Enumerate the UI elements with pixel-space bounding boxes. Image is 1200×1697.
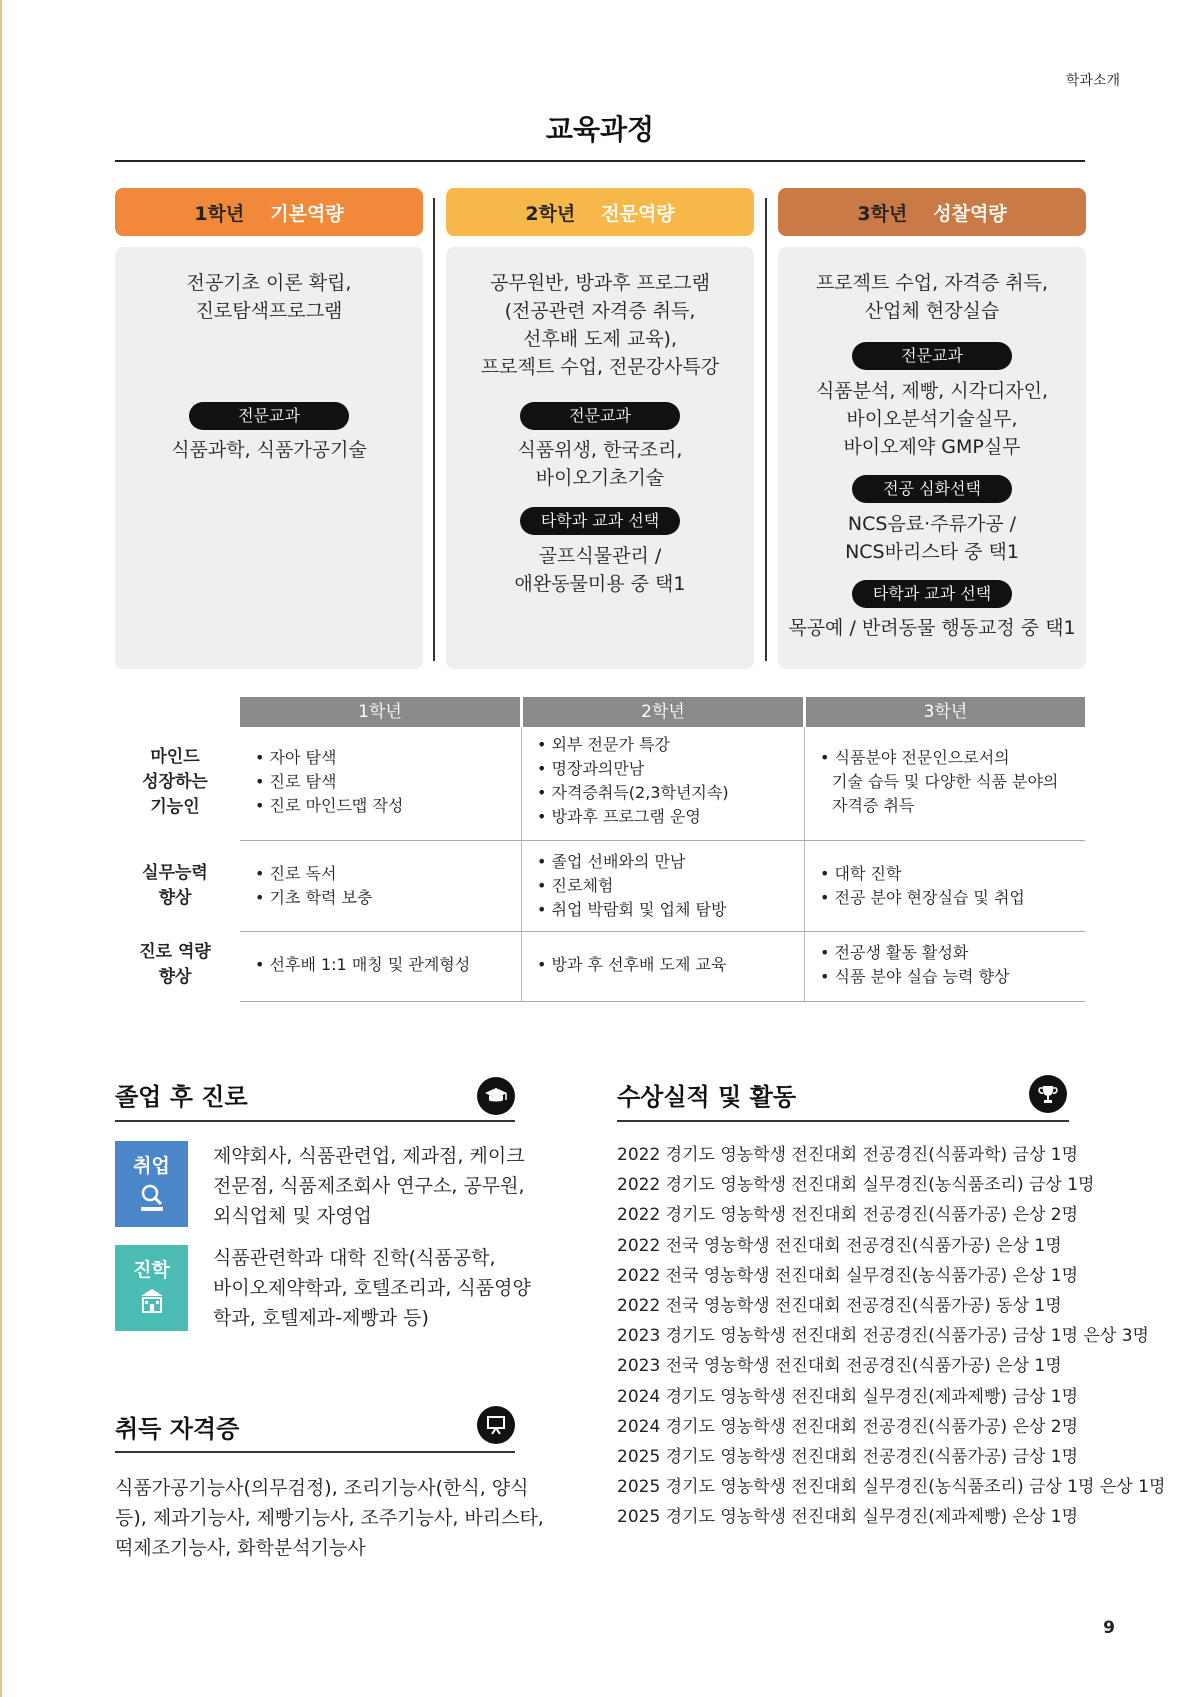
table-cell bbox=[537, 733, 729, 829]
table-cell bbox=[820, 746, 1075, 818]
table-cell bbox=[820, 862, 1025, 910]
deep-elective-pill: 전공 심화선택 bbox=[852, 475, 1012, 503]
table-cell bbox=[820, 941, 1009, 989]
table-column-header: 3학년 bbox=[806, 697, 1085, 727]
table-column-header: 1학년 bbox=[240, 697, 520, 727]
table-row-label bbox=[115, 940, 235, 990]
award-item: 2023 전국 영농학생 전진대회 전공경진(식품가공) 은상 1명 bbox=[617, 1356, 1062, 1377]
university-badge bbox=[115, 1245, 188, 1331]
title-divider bbox=[115, 160, 1085, 162]
grade-label: 3학년 bbox=[857, 202, 908, 225]
award-item: 2025 경기도 영농학생 전진대회 실무경진(농식품조리) 금상 1명 은상 1명 bbox=[617, 1477, 1166, 1498]
intro-line: 선후배 도제 교육), bbox=[522, 328, 677, 350]
card-intro bbox=[778, 269, 1086, 325]
cell-item: • 자격증취득(2,3학년지속) bbox=[537, 781, 729, 805]
text-line: 제약회사, 식품관련업, 제과점, 케이크 bbox=[213, 1145, 525, 1167]
cell-item-continued: 기술 습득 및 다양한 식품 분야의 bbox=[832, 772, 1059, 791]
award-item: 2022 경기도 영농학생 전진대회 전공경진(식품가공) 은상 2명 bbox=[617, 1205, 1079, 1226]
major-subjects bbox=[115, 436, 423, 464]
deep-elective-subjects bbox=[778, 510, 1086, 566]
major-subjects bbox=[446, 436, 754, 492]
cell-item: • 식품분야 전문인으로서의 bbox=[820, 746, 1075, 770]
grade-card-3 bbox=[778, 247, 1086, 669]
subject-line: NCS바리스타 중 택1 bbox=[845, 541, 1019, 563]
table-cell bbox=[255, 953, 470, 977]
cell-item: • 기초 학력 보충 bbox=[255, 886, 372, 910]
subject-line: 바이오제약 GMP실무 bbox=[843, 436, 1021, 458]
cell-item: • 전공생 활동 활성화 bbox=[820, 941, 1009, 965]
other-dept-subjects bbox=[778, 614, 1086, 642]
cell-item: • 명장과의만남 bbox=[537, 757, 729, 781]
intro-line: 프로젝트 수업, 전문강사특강 bbox=[480, 356, 720, 378]
intro-line: 공무원반, 방과후 프로그램 bbox=[489, 272, 710, 294]
certs-text bbox=[115, 1473, 544, 1563]
table-row-divider bbox=[240, 931, 1085, 932]
award-item: 2025 경기도 영농학생 전진대회 실무경진(제과제빵) 은상 1명 bbox=[617, 1507, 1079, 1528]
intro-line: 전공기초 이론 확립, bbox=[186, 272, 352, 294]
award-item: 2024 경기도 영농학생 전진대회 전공경진(식품가공) 은상 2명 bbox=[617, 1416, 1079, 1437]
major-subjects-pill: 전문교과 bbox=[852, 342, 1012, 370]
badge-label: 취업 bbox=[133, 1155, 170, 1177]
award-item: 2022 경기도 영농학생 전진대회 전공경진(식품과학) 금상 1명 bbox=[617, 1145, 1079, 1165]
career-section-title: 졸업 후 진로 bbox=[115, 1083, 248, 1111]
row-label-line: 기능인 bbox=[150, 797, 200, 817]
page-number: 9 bbox=[1103, 1618, 1115, 1638]
row-label-line: 향상 bbox=[158, 888, 192, 908]
row-label-line: 실무능력 bbox=[142, 863, 208, 883]
subject-line: 바이오기초기술 bbox=[535, 467, 665, 489]
subject-line: 식품과학, 식품가공기술 bbox=[171, 439, 367, 461]
award-item: 2022 전국 영농학생 전진대회 전공경진(식품가공) 동상 1명 bbox=[617, 1296, 1062, 1317]
cell-item: • 외부 전문가 특강 bbox=[537, 733, 729, 757]
subject-line: 식품분석, 제빵, 시각디자인, bbox=[815, 380, 1049, 402]
subject-line: 식품위생, 한국조리, bbox=[517, 439, 683, 461]
award-item: 2024 경기도 영농학생 전진대회 실무경진(제과제빵) 금상 1명 bbox=[617, 1386, 1079, 1407]
grade-focus: 기본역량 bbox=[270, 202, 344, 225]
subject-line: 애완동물미용 중 택1 bbox=[514, 573, 686, 595]
other-dept-subjects bbox=[446, 542, 754, 598]
employment-badge bbox=[115, 1141, 188, 1227]
card-intro bbox=[446, 269, 754, 381]
cell-item: • 방과 후 선후배 도제 교육 bbox=[537, 953, 726, 977]
table-row-label bbox=[115, 745, 235, 820]
cell-item: • 졸업 선배와의 만남 bbox=[537, 850, 726, 874]
intro-line: 산업체 현장실습 bbox=[864, 300, 1000, 322]
cell-item: • 전공 분야 현장실습 및 취업 bbox=[820, 886, 1025, 910]
search-person-icon bbox=[115, 1182, 188, 1219]
graduation-cap-icon bbox=[477, 1077, 515, 1115]
awards-section-title: 수상실적 및 활동 bbox=[617, 1083, 796, 1111]
table-cell bbox=[537, 850, 726, 922]
cell-item: • 진로체험 bbox=[537, 874, 726, 898]
text-line: 학과, 호텔제과-제빵과 등) bbox=[213, 1307, 429, 1329]
text-line: 바이오제약학과, 호텔조리과, 식품영양 bbox=[213, 1277, 531, 1299]
trophy-icon bbox=[1029, 1075, 1067, 1113]
table-cell bbox=[255, 746, 403, 818]
table-cell bbox=[255, 862, 372, 910]
grade-card-2 bbox=[446, 247, 754, 669]
certs-section-title: 취득 자격증 bbox=[115, 1415, 240, 1443]
intro-line: 진로탐색프로그램 bbox=[195, 300, 343, 322]
grade-header-3 bbox=[778, 188, 1086, 236]
cell-item: • 대학 진학 bbox=[820, 862, 1025, 886]
table-column-divider bbox=[521, 727, 522, 1002]
page-title: 교육과정 bbox=[545, 113, 655, 146]
major-subjects-pill: 전문교과 bbox=[520, 402, 680, 430]
table-column-divider bbox=[804, 727, 805, 1002]
text-line: 식품가공기능사(의무검정), 조리기능사(한식, 양식 bbox=[115, 1477, 529, 1499]
text-line: 전문점, 식품제조회사 연구소, 공무원, bbox=[213, 1175, 525, 1197]
column-divider bbox=[433, 198, 435, 661]
cell-item: • 방과후 프로그램 운영 bbox=[537, 805, 729, 829]
subject-line: 목공예 / 반려동물 행동교정 중 택1 bbox=[788, 617, 1076, 639]
column-divider bbox=[765, 198, 767, 661]
row-label-line: 마인드 bbox=[150, 747, 200, 767]
table-row-divider bbox=[240, 840, 1085, 841]
grade-label: 2학년 bbox=[525, 202, 576, 225]
table-cell bbox=[537, 953, 726, 977]
award-item: 2025 경기도 영농학생 전진대회 전공경진(식품가공) 금상 1명 bbox=[617, 1447, 1079, 1468]
award-item: 2022 전국 영농학생 전진대회 실무경진(농식품가공) 은상 1명 bbox=[617, 1265, 1079, 1286]
school-building-icon bbox=[115, 1286, 188, 1323]
grade-label: 1학년 bbox=[194, 202, 245, 225]
section-tag: 학과소개 bbox=[1065, 73, 1120, 89]
awards-list bbox=[617, 1140, 1165, 1533]
table-row-divider bbox=[240, 1001, 1085, 1002]
page-edge-rule bbox=[0, 0, 2, 1697]
table-column-header: 2학년 bbox=[523, 697, 803, 727]
table-row-label bbox=[115, 861, 235, 911]
subject-line: NCS음료·주류가공 / bbox=[847, 513, 1017, 535]
cell-item: • 선후배 1:1 매칭 및 관계형성 bbox=[255, 953, 470, 977]
major-subjects-pill: 전문교과 bbox=[189, 402, 349, 430]
certs-section-rule bbox=[115, 1451, 515, 1453]
award-item: 2022 경기도 영농학생 전진대회 실무경진(농식품조리) 금상 1명 bbox=[617, 1175, 1095, 1196]
university-text bbox=[213, 1243, 531, 1333]
grade-card-1 bbox=[115, 247, 423, 669]
cell-item: • 자아 탐색 bbox=[255, 746, 403, 770]
award-item: 2023 경기도 영농학생 전진대회 전공경진(식품가공) 금상 1명 은상 3명 bbox=[617, 1326, 1149, 1347]
card-intro bbox=[115, 269, 423, 325]
text-line: 떡제조기능사, 화학분석기능사 bbox=[115, 1537, 366, 1559]
major-subjects bbox=[778, 377, 1086, 461]
row-label-line: 진로 역량 bbox=[139, 942, 211, 962]
award-item: 2022 전국 영농학생 전진대회 전공경진(식품가공) 은상 1명 bbox=[617, 1235, 1062, 1256]
cell-item: • 진로 독서 bbox=[255, 862, 372, 886]
subject-line: 바이오분석기술실무, bbox=[846, 408, 1018, 430]
grade-focus: 전문역량 bbox=[601, 202, 675, 225]
cell-item: • 진로 탐색 bbox=[255, 770, 403, 794]
other-dept-pill: 타학과 교과 선택 bbox=[852, 580, 1012, 608]
career-section-rule bbox=[115, 1120, 515, 1122]
grade-focus: 성찰역량 bbox=[933, 202, 1007, 225]
cell-item-continued: 자격증 취득 bbox=[832, 796, 915, 815]
employment-text bbox=[213, 1141, 525, 1231]
cell-item: • 식품 분야 실습 능력 향상 bbox=[820, 965, 1009, 989]
text-line: 외식업체 및 자영업 bbox=[213, 1205, 372, 1227]
awards-section-rule bbox=[617, 1120, 1069, 1122]
cell-item: • 진로 마인드맵 작성 bbox=[255, 794, 403, 818]
cell-item: • 취업 박람회 및 업체 탐방 bbox=[537, 898, 726, 922]
intro-line: 프로젝트 수업, 자격증 취득, bbox=[815, 272, 1049, 294]
row-label-line: 성장하는 bbox=[142, 772, 208, 792]
presentation-board-icon bbox=[477, 1406, 515, 1444]
row-label-line: 향상 bbox=[158, 967, 192, 987]
grade-header-1 bbox=[115, 188, 423, 236]
text-line: 등), 제과기능사, 제빵기능사, 조주기능사, 바리스타, bbox=[115, 1507, 544, 1529]
other-dept-pill: 타학과 교과 선택 bbox=[520, 507, 680, 535]
subject-line: 골프식물관리 / bbox=[538, 545, 662, 567]
badge-label: 진학 bbox=[133, 1259, 170, 1281]
intro-line: (전공관련 자격증 취득, bbox=[504, 300, 696, 322]
text-line: 식품관련학과 대학 진학(식품공학, bbox=[213, 1247, 496, 1269]
grade-header-2 bbox=[446, 188, 754, 236]
